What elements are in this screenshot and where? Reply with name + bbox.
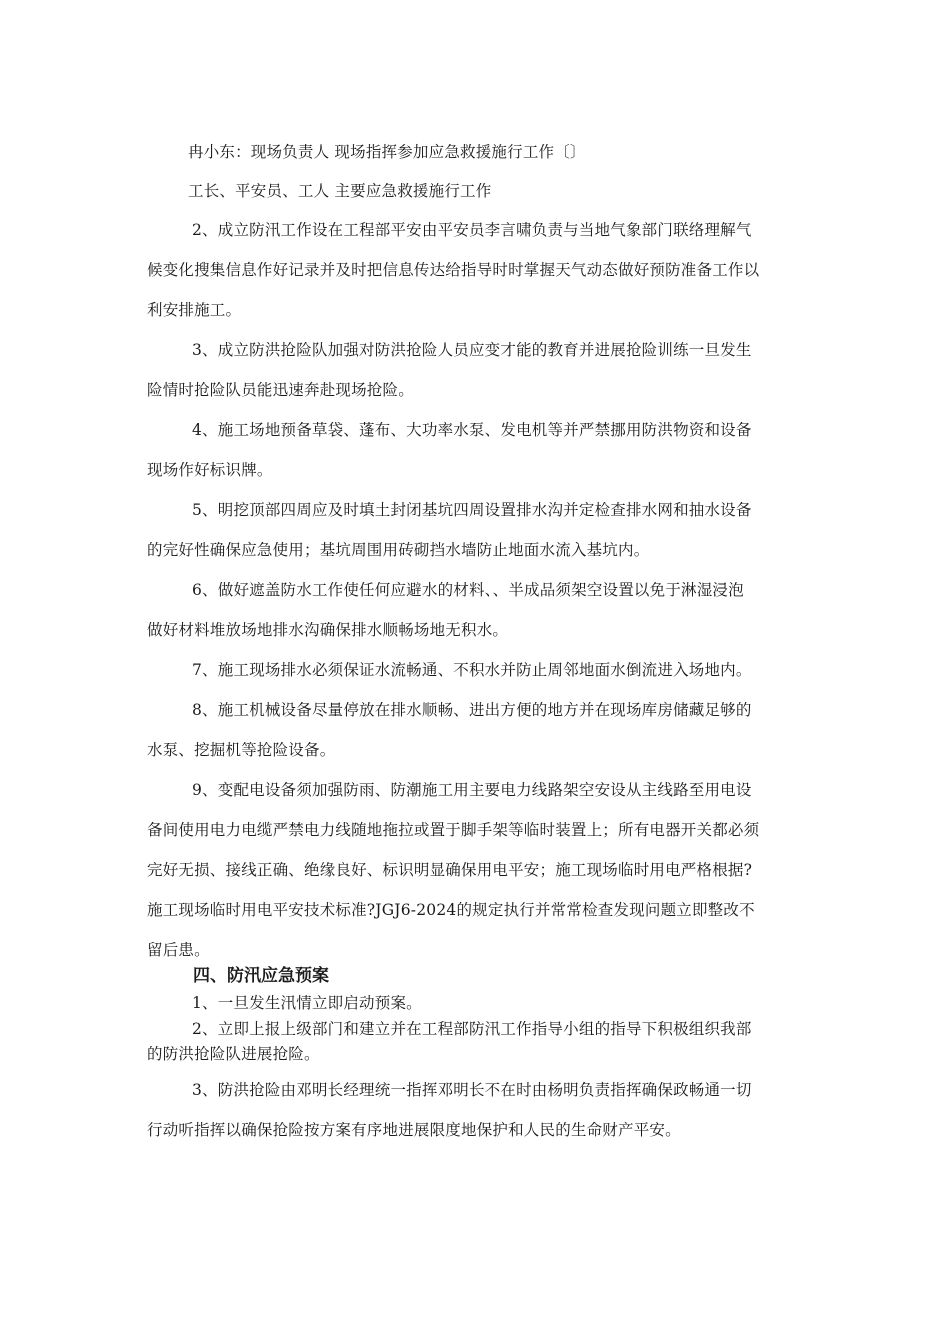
paragraph-line: 冉小东：现场负责人 现场指挥参加应急救援施行工作〔〕 xyxy=(188,143,586,161)
paragraph-line: 4、施工场地预备草袋、蓬布、大功率水泵、发电机等并严禁挪用防洪物资和设备 xyxy=(192,421,752,439)
paragraph-line: 备间使用电力电缆严禁电力线随地拖拉或置于脚手架等临时装置上；所有电器开关都必须 xyxy=(147,821,760,839)
paragraph-line: 水泵、挖掘机等抢险设备。 xyxy=(147,741,336,759)
paragraph-line: 2、成立防汛工作设在工程部平安由平安员李言啸负责与当地气象部门联络理解气 xyxy=(192,221,752,239)
paragraph-line: 5、明挖顶部四周应及时填土封闭基坑四周设置排水沟并定检查排水网和抽水设备 xyxy=(192,501,752,519)
section-heading: 四、防汛应急预案 xyxy=(193,966,329,986)
paragraph-line: 施工现场临时用电平安技术标准?JGJ6-2024的规定执行并常常检查发现问题立即整改不 xyxy=(147,901,755,919)
paragraph-line: 2、立即上报上级部门和建立并在工程部防汛工作指导小组的指导下积极组织我部 xyxy=(192,1020,752,1038)
paragraph-line: 候变化搜集信息作好记录并及时把信息传达给指导时时掌握天气动态做好预防准备工作以 xyxy=(147,261,760,279)
paragraph-line: 做好材料堆放场地排水沟确保排水顺畅场地无积水。 xyxy=(147,621,509,639)
paragraph-line: 的防洪抢险队进展抢险。 xyxy=(147,1045,320,1063)
paragraph-line: 1、一旦发生汛情立即启动预案。 xyxy=(192,994,422,1012)
paragraph-line: 留后患。 xyxy=(147,941,210,959)
paragraph-line: 6、做好遮盖防水工作使任何应避水的材料、、半成品须架空设置以免于淋湿浸泡 xyxy=(192,581,744,599)
paragraph-line: 完好无损、接线正确、绝缘良好、标识明显确保用电平安；施工现场临时用电严格根据? xyxy=(147,861,753,879)
paragraph-line: 现场作好标识牌。 xyxy=(147,461,273,479)
paragraph-line: 利安排施工。 xyxy=(147,301,242,319)
paragraph-line: 7、施工现场排水必须保证水流畅通、不积水并防止周邻地面水倒流进入场地内。 xyxy=(192,661,752,679)
paragraph-line: 3、防洪抢险由邓明长经理统一指挥邓明长不在时由杨明负责指挥确保政畅通一切 xyxy=(192,1081,752,1099)
paragraph-line: 的完好性确保应急使用；基坑周围用砖砌挡水墙防止地面水流入基坑内。 xyxy=(147,541,650,559)
paragraph-line: 9、变配电设备须加强防雨、防潮施工用主要电力线路架空安设从主线路至用电设 xyxy=(192,781,752,799)
paragraph-line: 行动听指挥以确保抢险按方案有序地进展限度地保护和人民的生命财产平安。 xyxy=(147,1121,681,1139)
paragraph-line: 3、成立防洪抢险队加强对防洪抢险人员应变才能的教育并进展抢险训练一旦发生 xyxy=(192,341,752,359)
paragraph-line: 8、施工机械设备尽量停放在排水顺畅、进出方便的地方并在现场库房储藏足够的 xyxy=(192,701,752,719)
paragraph-line: 险情时抢险队员能迅速奔赴现场抢险。 xyxy=(147,381,414,399)
paragraph-line: 工长、平安员、工人 主要应急救援施行工作 xyxy=(188,182,492,200)
